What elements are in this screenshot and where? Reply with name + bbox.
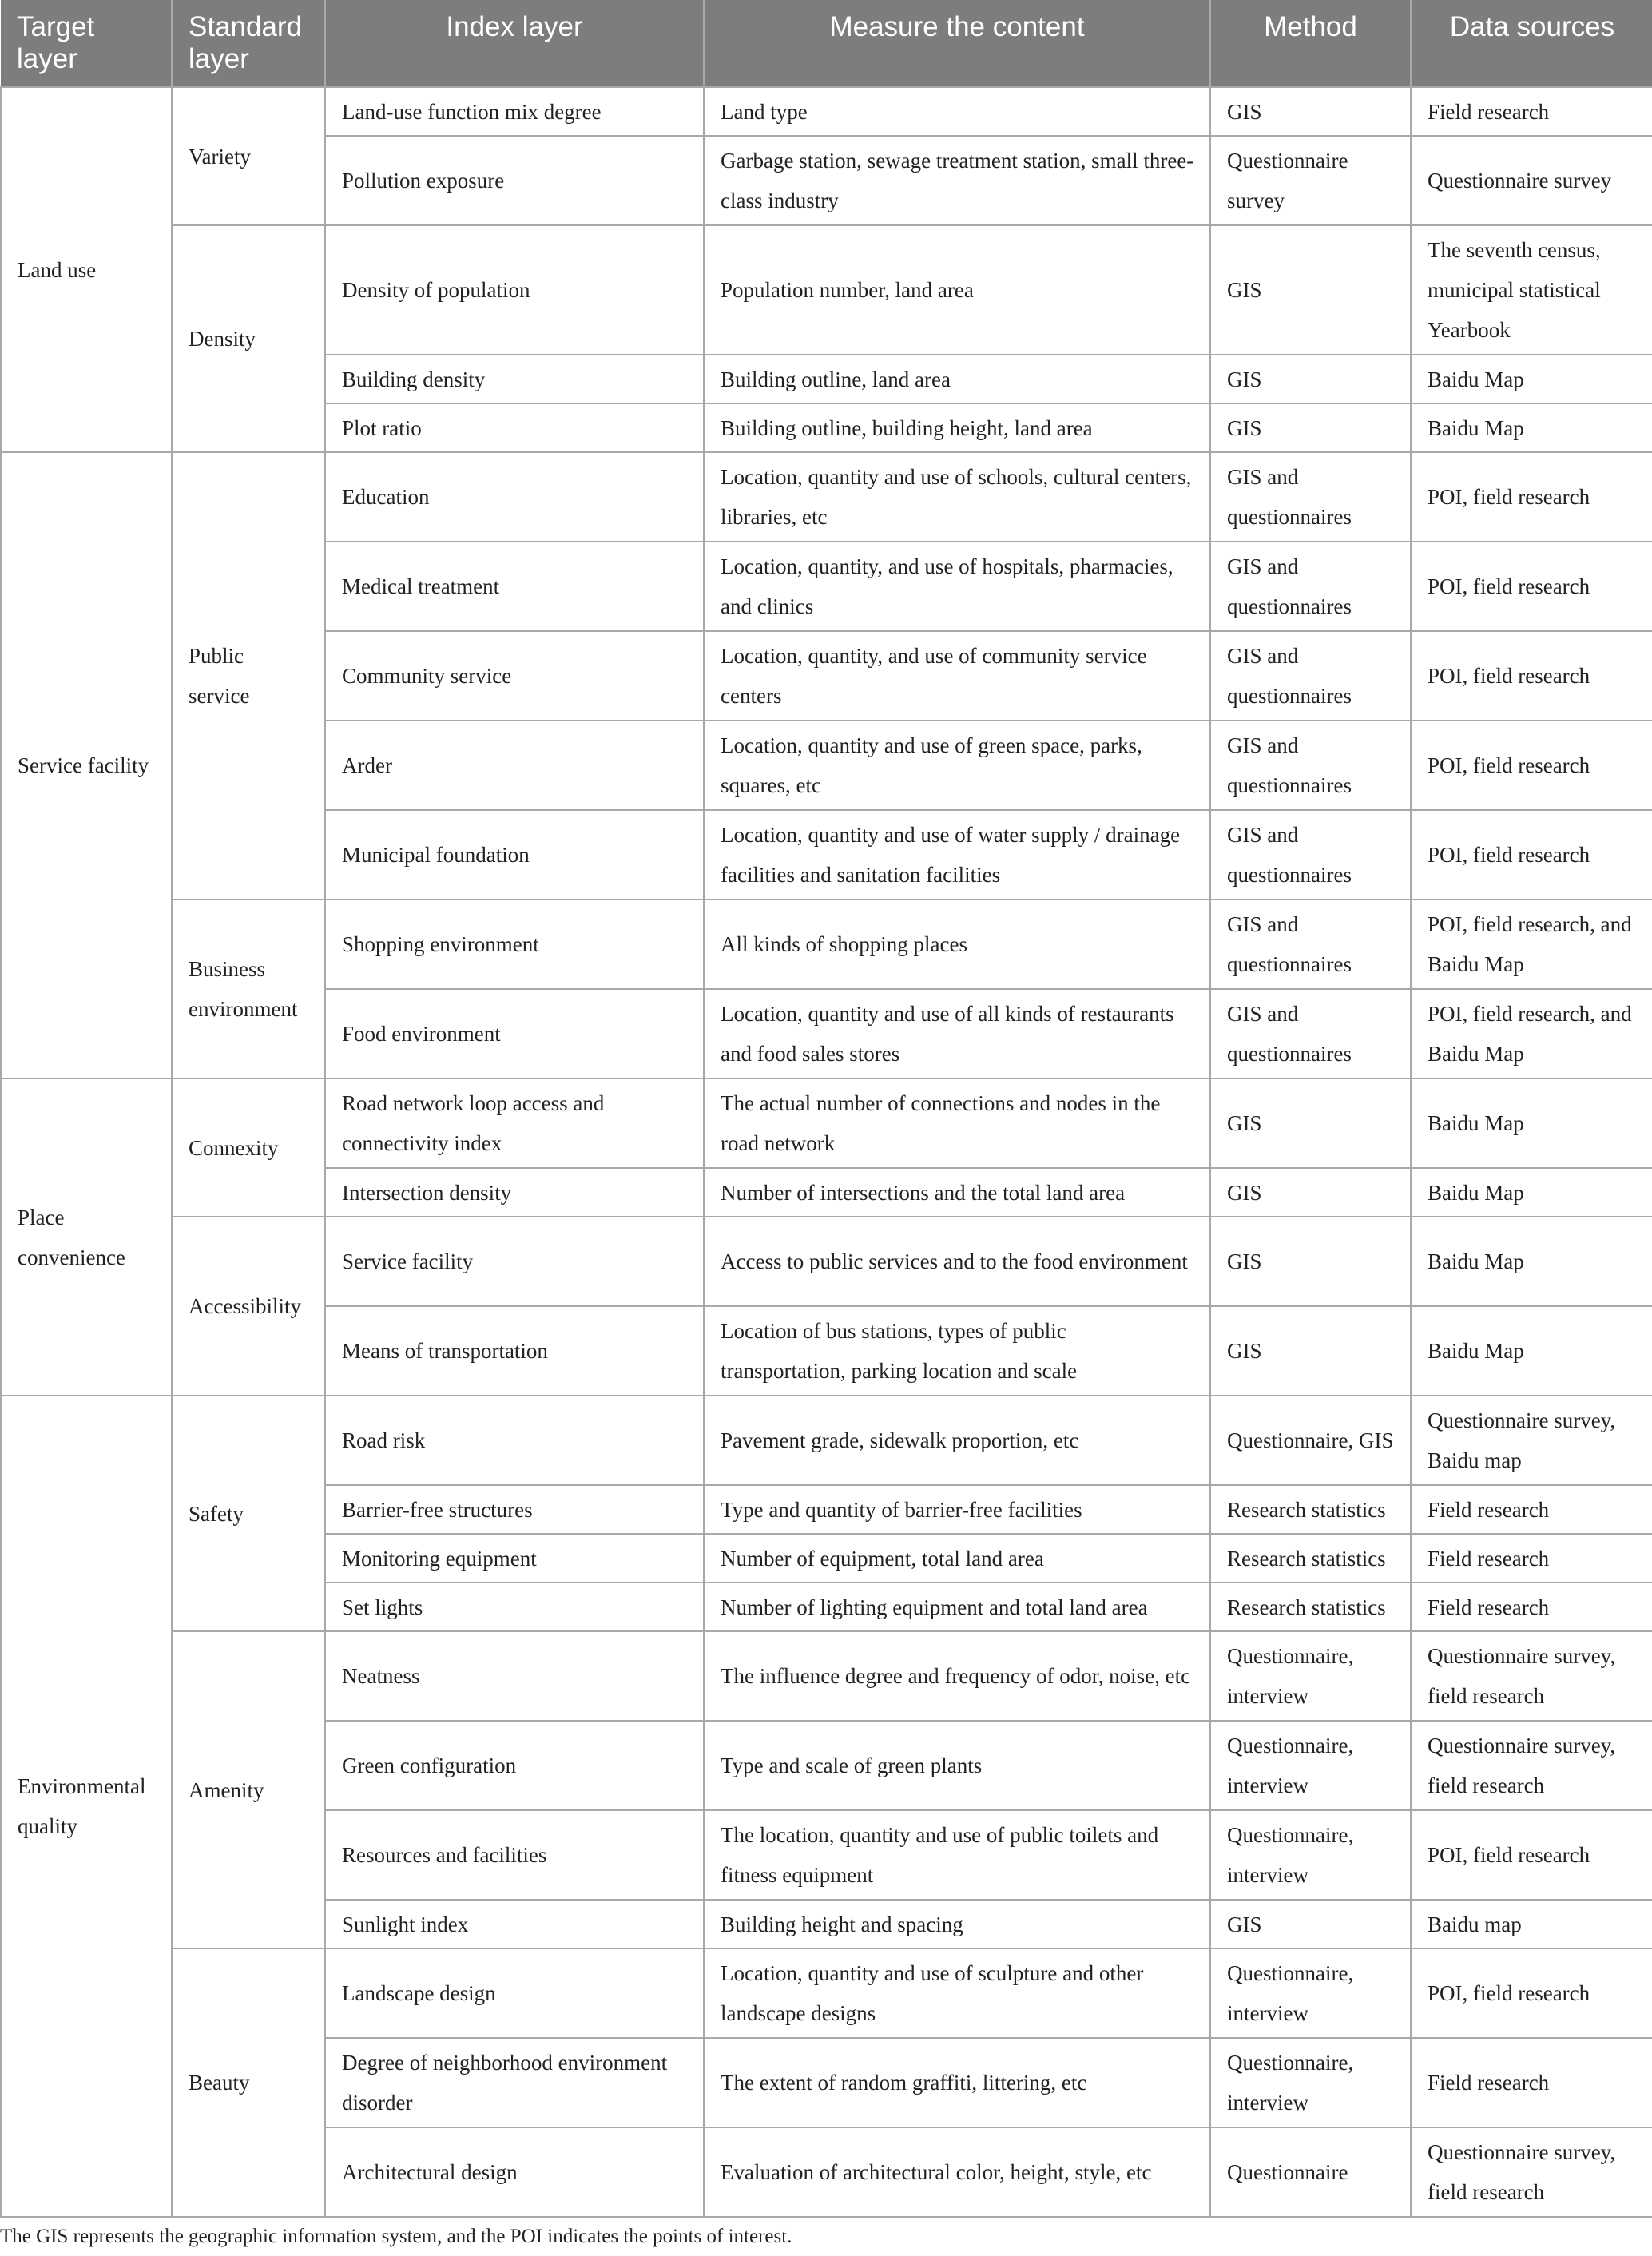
table-row <box>1 225 1652 355</box>
source-cell: Baidu Map <box>1411 403 1652 452</box>
target-layer-cell: Environmental quality <box>1 1396 172 2217</box>
table-row <box>1 452 1652 542</box>
measure-cell: Location, quantity and use of schools, cultural centers, libraries, etc <box>704 452 1210 542</box>
table-row <box>1 87 1652 136</box>
source-cell: POI, field research <box>1411 452 1652 542</box>
measure-cell: The influence degree and frequency of odor, noise, etc <box>704 1631 1210 1721</box>
index-cell: Service facility <box>325 1217 704 1306</box>
source-cell: Baidu Map <box>1411 1078 1652 1168</box>
index-cell: Plot ratio <box>325 403 704 452</box>
index-cell: Land-use function mix degree <box>325 87 704 136</box>
standard-layer-cell: Business environment <box>172 900 325 1078</box>
measure-cell: All kinds of shopping places <box>704 900 1210 989</box>
source-cell: Baidu Map <box>1411 1306 1652 1396</box>
source-cell: POI, field research <box>1411 542 1652 631</box>
table-row <box>1 1631 1652 1721</box>
source-cell: Questionnaire survey, field research <box>1411 1721 1652 1810</box>
header-measure-content: Measure the content <box>704 0 1210 87</box>
measure-cell: Evaluation of architectural color, height, style, etc <box>704 2127 1210 2217</box>
method-cell: Questionnaire, interview <box>1210 1631 1411 1721</box>
index-cell: Food environment <box>325 989 704 1078</box>
measure-cell: Building outline, land area <box>704 355 1210 403</box>
header-standard-layer: Standard layer <box>172 0 325 87</box>
index-cell: Road risk <box>325 1396 704 1485</box>
method-cell: GIS <box>1210 1217 1411 1306</box>
table-row <box>1 1217 1652 1306</box>
source-cell: Baidu Map <box>1411 1168 1652 1217</box>
measure-cell: Access to public services and to the food environment <box>704 1217 1210 1306</box>
source-cell: POI, field research <box>1411 1948 1652 2038</box>
index-cell: Building density <box>325 355 704 403</box>
index-cell: Neatness <box>325 1631 704 1721</box>
index-cell: Arder <box>325 721 704 810</box>
index-cell: Density of population <box>325 225 704 355</box>
table-footnote: The GIS represents the geographic information system, and the POI indicates the points of interest. <box>0 2226 792 2247</box>
source-cell: The seventh census, municipal statistical Yearbook <box>1411 225 1652 355</box>
index-cell: Pollution exposure <box>325 136 704 225</box>
measure-cell: Type and quantity of barrier-free facilities <box>704 1485 1210 1534</box>
source-cell: Field research <box>1411 1485 1652 1534</box>
standard-layer-cell: Accessibility <box>172 1217 325 1396</box>
measure-cell: Location, quantity and use of water supply / drainage facilities and sanitation facilities <box>704 810 1210 900</box>
measure-cell: Garbage station, sewage treatment station, small three-class industry <box>704 136 1210 225</box>
table-row <box>1 1078 1652 1168</box>
method-cell: GIS and questionnaires <box>1210 542 1411 631</box>
index-cell: Set lights <box>325 1583 704 1631</box>
index-cell: Education <box>325 452 704 542</box>
target-layer-cell: Land use <box>1 87 172 452</box>
source-cell: Field research <box>1411 1583 1652 1631</box>
source-cell: Field research <box>1411 1534 1652 1583</box>
method-cell: GIS <box>1210 1168 1411 1217</box>
method-cell: Research statistics <box>1210 1485 1411 1534</box>
index-cell: Municipal foundation <box>325 810 704 900</box>
method-cell: GIS <box>1210 1900 1411 1948</box>
target-layer-cell: Service facility <box>1 452 172 1078</box>
index-cell: Community service <box>325 631 704 721</box>
measure-cell: Land type <box>704 87 1210 136</box>
method-cell: GIS and questionnaires <box>1210 989 1411 1078</box>
source-cell: Questionnaire survey, field research <box>1411 1631 1652 1721</box>
method-cell: Research statistics <box>1210 1583 1411 1631</box>
index-cell: Means of transportation <box>325 1306 704 1396</box>
index-cell: Resources and facilities <box>325 1810 704 1900</box>
measure-cell: Location, quantity, and use of community service centers <box>704 631 1210 721</box>
measure-cell: Location, quantity, and use of hospitals, pharmacies, and clinics <box>704 542 1210 631</box>
method-cell: Questionnaire, interview <box>1210 1721 1411 1810</box>
measure-cell: Pavement grade, sidewalk proportion, etc <box>704 1396 1210 1485</box>
header-method: Method <box>1210 0 1411 87</box>
header-index-layer: Index layer <box>325 0 704 87</box>
measure-cell: The actual number of connections and nodes in the road network <box>704 1078 1210 1168</box>
measure-cell: Type and scale of green plants <box>704 1721 1210 1810</box>
index-cell: Landscape design <box>325 1948 704 2038</box>
index-cell: Green configuration <box>325 1721 704 1810</box>
method-cell: GIS <box>1210 1306 1411 1396</box>
index-cell: Monitoring equipment <box>325 1534 704 1583</box>
source-cell: Field research <box>1411 87 1652 136</box>
method-cell: GIS and questionnaires <box>1210 810 1411 900</box>
method-cell: Questionnaire <box>1210 2127 1411 2217</box>
measure-cell: Building outline, building height, land area <box>704 403 1210 452</box>
source-cell: Questionnaire survey, Baidu map <box>1411 1396 1652 1485</box>
standard-layer-cell: Beauty <box>172 1948 325 2217</box>
measure-cell: Number of lighting equipment and total land area <box>704 1583 1210 1631</box>
table-row <box>1 900 1652 989</box>
measure-cell: Number of equipment, total land area <box>704 1534 1210 1583</box>
table-row <box>1 1396 1652 1485</box>
method-cell: GIS <box>1210 355 1411 403</box>
method-cell: GIS <box>1210 225 1411 355</box>
measure-cell: The location, quantity and use of public toilets and fitness equipment <box>704 1810 1210 1900</box>
method-cell: GIS <box>1210 403 1411 452</box>
header-data-sources: Data sources <box>1411 0 1652 87</box>
source-cell: POI, field research <box>1411 631 1652 721</box>
method-cell: GIS <box>1210 87 1411 136</box>
index-cell: Sunlight index <box>325 1900 704 1948</box>
table-row <box>1 1948 1652 2038</box>
standard-layer-cell: Amenity <box>172 1631 325 1948</box>
header-target-layer: Target layer <box>1 0 172 87</box>
standard-layer-cell: Variety <box>172 87 325 225</box>
method-cell: Questionnaire, GIS <box>1210 1396 1411 1485</box>
source-cell: Field research <box>1411 2038 1652 2127</box>
measure-cell: Location, quantity and use of all kinds of restaurants and food sales stores <box>704 989 1210 1078</box>
source-cell: Baidu Map <box>1411 1217 1652 1306</box>
index-cell: Barrier-free structures <box>325 1485 704 1534</box>
source-cell: POI, field research, and Baidu Map <box>1411 900 1652 989</box>
source-cell: POI, field research <box>1411 810 1652 900</box>
table-header-row <box>1 0 1652 87</box>
method-cell: Questionnaire, interview <box>1210 1948 1411 2038</box>
method-cell: GIS <box>1210 1078 1411 1168</box>
index-cell: Intersection density <box>325 1168 704 1217</box>
source-cell: POI, field research <box>1411 721 1652 810</box>
method-cell: Research statistics <box>1210 1534 1411 1583</box>
method-cell: GIS and questionnaires <box>1210 452 1411 542</box>
source-cell: POI, field research, and Baidu Map <box>1411 989 1652 1078</box>
standard-layer-cell: Density <box>172 225 325 452</box>
measure-cell: Building height and spacing <box>704 1900 1210 1948</box>
method-cell: GIS and questionnaires <box>1210 721 1411 810</box>
method-cell: GIS and questionnaires <box>1210 900 1411 989</box>
index-cell: Shopping environment <box>325 900 704 989</box>
method-cell: GIS and questionnaires <box>1210 631 1411 721</box>
source-cell: POI, field research <box>1411 1810 1652 1900</box>
measure-cell: The extent of random graffiti, littering, etc <box>704 2038 1210 2127</box>
index-cell: Degree of neighborhood environment disorder <box>325 2038 704 2127</box>
source-cell: Questionnaire survey, field research <box>1411 2127 1652 2217</box>
measure-cell: Location, quantity and use of green space, parks, squares, etc <box>704 721 1210 810</box>
source-cell: Baidu Map <box>1411 355 1652 403</box>
target-layer-cell: Place convenience <box>1 1078 172 1396</box>
measure-cell: Number of intersections and the total land area <box>704 1168 1210 1217</box>
index-cell: Architectural design <box>325 2127 704 2217</box>
index-cell: Medical treatment <box>325 542 704 631</box>
index-cell: Road network loop access and connectivity index <box>325 1078 704 1168</box>
measure-cell: Location, quantity and use of sculpture and other landscape designs <box>704 1948 1210 2038</box>
source-cell: Baidu map <box>1411 1900 1652 1948</box>
standard-layer-cell: Connexity <box>172 1078 325 1217</box>
method-cell: Questionnaire, interview <box>1210 2038 1411 2127</box>
method-cell: Questionnaire, interview <box>1210 1810 1411 1900</box>
measure-cell: Population number, land area <box>704 225 1210 355</box>
method-cell: Questionnaire survey <box>1210 136 1411 225</box>
measure-cell: Location of bus stations, types of public transportation, parking location and scale <box>704 1306 1210 1396</box>
source-cell: Questionnaire survey <box>1411 136 1652 225</box>
standard-layer-cell: Safety <box>172 1396 325 1631</box>
standard-layer-cell: Public service <box>172 452 325 900</box>
